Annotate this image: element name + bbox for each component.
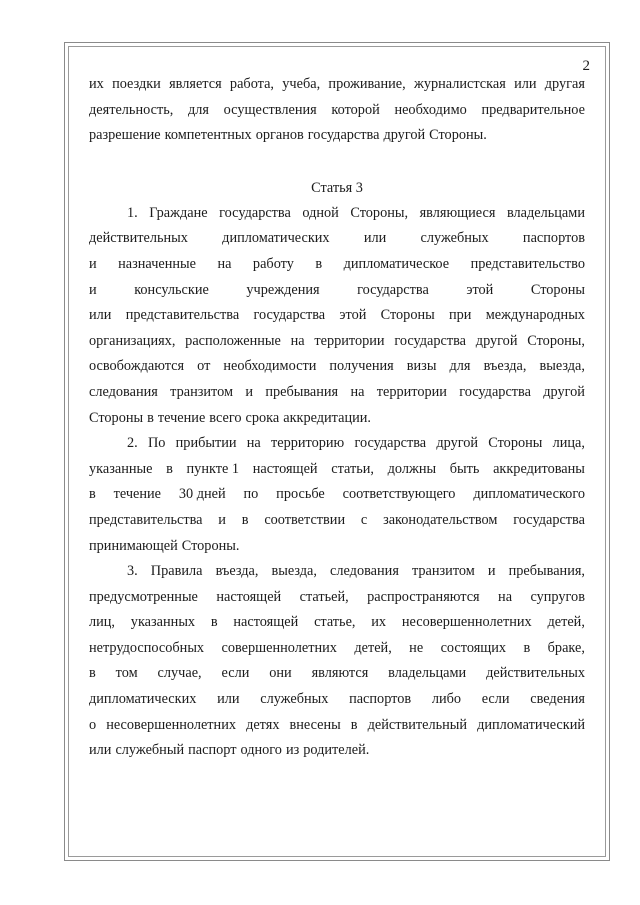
word: являющиеся xyxy=(419,204,496,221)
word: прибытии xyxy=(175,435,237,452)
word: Стороны xyxy=(89,409,144,426)
word: или xyxy=(363,230,387,247)
text-line xyxy=(89,303,585,329)
text-line xyxy=(89,636,585,662)
word: если xyxy=(481,691,510,708)
word: представительства xyxy=(125,307,240,324)
word: или xyxy=(89,742,112,759)
word: государства xyxy=(394,332,467,349)
word: пункте 1 xyxy=(186,460,240,477)
word: компетентных xyxy=(164,127,252,144)
text-line xyxy=(89,713,585,739)
word: государства xyxy=(219,204,291,221)
word: другая xyxy=(544,76,585,92)
word: государства xyxy=(459,383,531,400)
word: несовершеннолетних xyxy=(401,614,532,631)
word: Стороны, xyxy=(350,204,409,221)
word: пребывания xyxy=(265,383,339,400)
word: служебный xyxy=(115,742,185,759)
spacer xyxy=(89,149,585,175)
word: и xyxy=(487,563,496,580)
text-line xyxy=(89,508,585,534)
text-line xyxy=(89,72,585,98)
word: при xyxy=(448,307,472,324)
word: владельцами xyxy=(388,665,467,682)
word: одной xyxy=(302,204,339,221)
word: является xyxy=(169,76,222,92)
word: Стороны. xyxy=(181,537,240,554)
word: и xyxy=(218,511,226,528)
word: другой xyxy=(475,332,518,349)
word: аккредитации. xyxy=(283,409,371,426)
word: следования xyxy=(89,383,158,400)
word: служебных xyxy=(420,230,489,247)
word: в xyxy=(523,639,531,656)
word: о xyxy=(89,716,97,733)
word: в xyxy=(147,409,154,426)
text-line xyxy=(89,201,585,227)
word: необходимо xyxy=(394,101,467,118)
word: выезда, xyxy=(271,563,317,580)
paragraph xyxy=(89,431,585,559)
word: лиц, xyxy=(89,614,116,631)
document-body xyxy=(89,72,585,764)
word: Стороны xyxy=(530,281,585,298)
word: международных xyxy=(485,307,585,324)
word: принимающей xyxy=(89,537,178,554)
word: и xyxy=(245,383,253,400)
text-line xyxy=(89,431,585,457)
word: супругов xyxy=(530,588,585,605)
word: въезда, xyxy=(483,358,527,375)
word: транзитом xyxy=(411,563,475,580)
word: течение xyxy=(157,409,206,426)
word: Стороны xyxy=(380,307,435,324)
word: государства xyxy=(307,127,380,144)
word: на xyxy=(290,332,305,349)
word: выезда, xyxy=(539,358,585,375)
word: на xyxy=(217,255,232,272)
word: течение xyxy=(113,486,162,503)
word: необходимости xyxy=(223,358,317,375)
text-line xyxy=(89,482,585,508)
word: государства xyxy=(357,281,429,298)
word: дипломатических xyxy=(89,691,197,708)
word: родителей. xyxy=(303,742,370,759)
word: в xyxy=(89,486,96,503)
word: совершеннолетних xyxy=(221,639,337,656)
word: 30 дней xyxy=(178,486,226,503)
word: для xyxy=(187,101,209,118)
word: визы xyxy=(406,358,437,375)
text-line xyxy=(89,585,585,611)
text-line xyxy=(89,252,585,278)
paragraph xyxy=(89,201,585,431)
word: одного xyxy=(240,742,282,759)
word: пребывания, xyxy=(508,563,585,580)
paragraph xyxy=(89,559,585,764)
article-paragraphs xyxy=(89,201,585,764)
word: освобождаются xyxy=(89,358,185,375)
word: являются xyxy=(311,665,369,682)
word: в xyxy=(210,614,218,631)
word: из xyxy=(285,742,300,759)
word: детях xyxy=(246,716,280,733)
word: территории xyxy=(314,332,385,349)
word: дипломатического xyxy=(473,486,585,503)
word: дипломатическое xyxy=(343,255,450,272)
word: получения xyxy=(329,358,394,375)
word: настоящей xyxy=(252,460,318,477)
word: следования xyxy=(330,563,399,580)
word: в xyxy=(350,716,358,733)
word: и xyxy=(89,255,97,272)
word: в xyxy=(241,511,249,528)
word: журналистская xyxy=(413,76,506,92)
page-number: 2 xyxy=(582,58,590,74)
word: либо xyxy=(431,691,462,708)
word: государства xyxy=(354,435,427,452)
word: несовершеннолетних xyxy=(106,716,237,733)
word: случае, xyxy=(157,665,202,682)
word: организациях, xyxy=(89,332,176,349)
word: их xyxy=(89,76,104,92)
text-line xyxy=(89,738,585,764)
word: статьей, xyxy=(299,588,349,605)
word: государства xyxy=(513,511,585,528)
text-line xyxy=(89,226,585,252)
word: учеба, xyxy=(282,76,321,92)
word: аккредитованы xyxy=(493,460,585,477)
text-line xyxy=(89,278,585,304)
word: настоящей xyxy=(233,614,299,631)
word: органов xyxy=(255,127,304,144)
word: проживание, xyxy=(328,76,406,92)
word: 3. xyxy=(127,563,138,580)
word: указанные xyxy=(89,460,153,477)
word: для xyxy=(449,358,471,375)
word: представительства xyxy=(89,511,203,528)
word: Граждане xyxy=(149,204,208,221)
word: в xyxy=(315,255,323,272)
word: статьи, xyxy=(331,460,374,477)
word: указанных xyxy=(130,614,196,631)
word: предварительное xyxy=(481,101,585,118)
word: работу xyxy=(252,255,294,272)
word: Правила xyxy=(150,563,203,580)
text-line xyxy=(89,406,585,432)
word: учреждения xyxy=(246,281,320,298)
word: на xyxy=(498,588,513,605)
word: и xyxy=(89,281,97,298)
word: по xyxy=(243,486,259,503)
word: действительный xyxy=(367,716,468,733)
word: внесены xyxy=(289,716,341,733)
word: Стороны xyxy=(488,435,543,452)
word: паспортов xyxy=(522,230,585,247)
text-line xyxy=(89,329,585,355)
word: на xyxy=(350,383,365,400)
word: другой xyxy=(383,127,426,144)
word: территории xyxy=(376,383,447,400)
word: законодательством xyxy=(383,511,498,528)
word: действительных xyxy=(89,230,188,247)
word: дипломатический xyxy=(477,716,585,733)
word: транзитом xyxy=(170,383,234,400)
word: браке, xyxy=(547,639,585,656)
word: если xyxy=(221,665,250,682)
word: в xyxy=(166,460,173,477)
word: от xyxy=(197,358,211,375)
word: осуществления xyxy=(223,101,317,118)
word: на xyxy=(246,435,261,452)
word: состоящих xyxy=(440,639,507,656)
word: быть xyxy=(449,460,480,477)
word: 1. xyxy=(127,204,138,221)
word: назначенные xyxy=(118,255,196,272)
word: въезда, xyxy=(215,563,259,580)
word: настоящей xyxy=(216,588,282,605)
word: или xyxy=(89,307,112,324)
word: разрешение xyxy=(89,127,161,144)
word: другой xyxy=(543,383,585,400)
word: распространяются xyxy=(367,588,480,605)
word: паспорт xyxy=(188,742,237,759)
word: лица, xyxy=(552,435,585,452)
word: государства xyxy=(253,307,326,324)
word: детей, xyxy=(547,614,585,631)
word: деятельность, xyxy=(89,101,174,118)
text-line xyxy=(89,354,585,380)
word: не xyxy=(409,639,424,656)
word: 2. xyxy=(127,435,138,452)
word: служебных xyxy=(260,691,329,708)
word: детей, xyxy=(354,639,392,656)
text-line xyxy=(89,559,585,585)
word: поездки xyxy=(112,76,161,92)
word: статье, xyxy=(314,614,356,631)
word: которой xyxy=(331,101,380,118)
text-line xyxy=(89,123,585,149)
word: в xyxy=(89,665,96,682)
text-line xyxy=(89,661,585,687)
word: расположенные xyxy=(185,332,281,349)
text-line xyxy=(89,534,585,560)
word: владельцами xyxy=(506,204,585,221)
word: действительных xyxy=(486,665,585,682)
text-line xyxy=(89,687,585,713)
word: дипломатических xyxy=(222,230,330,247)
text-line xyxy=(89,98,585,124)
word: соответствии xyxy=(264,511,346,528)
word: Стороны. xyxy=(429,127,487,144)
word: или xyxy=(514,76,537,92)
word: срока xyxy=(245,409,280,426)
article-heading: Статья 3 xyxy=(311,179,363,196)
word: просьбе xyxy=(276,486,325,503)
word: работа, xyxy=(229,76,274,92)
word: консульские xyxy=(134,281,209,298)
word: паспортов xyxy=(349,691,412,708)
text-line xyxy=(89,610,585,636)
text-line xyxy=(89,457,585,483)
word: территорию xyxy=(270,435,345,452)
word: или xyxy=(217,691,240,708)
word: этой xyxy=(339,307,367,324)
word: По xyxy=(147,435,166,452)
word: их xyxy=(371,614,387,631)
word: всего xyxy=(209,409,242,426)
word: сведения xyxy=(530,691,585,708)
text-line xyxy=(89,380,585,406)
word: с xyxy=(360,511,368,528)
intro-paragraph xyxy=(89,72,585,149)
word: должны xyxy=(387,460,437,477)
word: этой xyxy=(466,281,494,298)
word: другой xyxy=(436,435,479,452)
word: соответствующего xyxy=(342,486,456,503)
word: Стороны, xyxy=(527,332,585,349)
word: они xyxy=(269,665,292,682)
word: нетрудоспособных xyxy=(89,639,205,656)
word: том xyxy=(115,665,138,682)
word: предусмотренные xyxy=(89,588,198,605)
word: представительство xyxy=(470,255,585,272)
